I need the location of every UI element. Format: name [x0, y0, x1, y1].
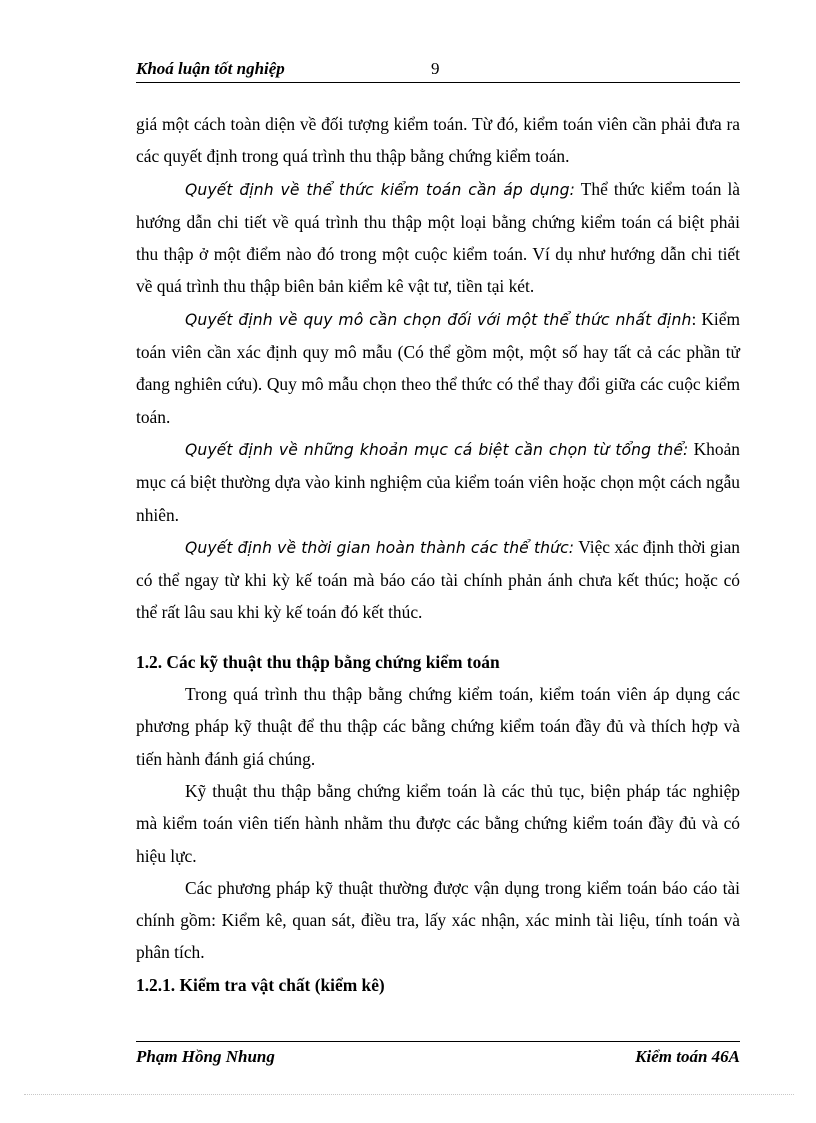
paragraph-techniques-list: Các phương pháp kỹ thuật thường được vận dụng trong kiểm toán báo cáo tài chính gồm: Kiểm kê, quan sát, điều tra, lấy xác nhận, xác minh tài liệu, tính toán và phân tích. [136, 877, 740, 963]
page-header [136, 58, 740, 83]
paragraph-text: Việc xác định thời gian có thể ngay từ khi kỳ kế toán mà báo cáo tài chính phản ánh chưa kết thúc; hoặc có thể rất lâu sau khi kỳ kế toán đó kết thúc. [136, 536, 740, 623]
footer-department: Kiểm toán 46A [635, 1047, 740, 1066]
paragraph-continuation: giá một cách toàn diện về đối tượng kiểm toán. Từ đó, kiểm toán viên cần phải đưa ra các quyết định trong quá trình thu thập bằng chứng kiểm toán. [136, 114, 740, 167]
page-edge-divider [24, 1094, 794, 1095]
paragraph-text: Khoản mục cá biệt thường dựa vào kinh nghiệm của kiểm toán viên hoặc chọn một cách ngẫu nhiên. [136, 438, 740, 525]
paragraph-label: Quyết định về thời gian hoàn thành các thể thức: [185, 538, 575, 557]
paragraph-techniques-intro: Trong quá trình thu thập bằng chứng kiểm toán, kiểm toán viên áp dụng các phương pháp kỹ thuật để thu thập các bằng chứng kiểm toán đầy đủ và thích hợp và tiến hành đánh giá chúng. [136, 684, 740, 769]
document-body [136, 108, 740, 1001]
paragraph-techniques-definition: Kỹ thuật thu thập bằng chứng kiểm toán là các thủ tục, biện pháp tác nghiệp mà kiểm toán viên tiến hành nhằm thu được các bằng chứng kiểm toán đầy đủ và có hiệu lực. [136, 780, 740, 866]
paragraph-label: Quyết định về quy mô cần chọn đối với một thể thức nhất định [185, 310, 692, 329]
page-footer [136, 1041, 740, 1072]
section-heading-1-2: 1.2. Các kỹ thuật thu thập bằng chứng kiểm toán [136, 651, 500, 672]
paragraph-label: Quyết định về những khoản mục cá biệt cần chọn từ tổng thể: [185, 440, 689, 459]
paragraph-text: Thể thức kiểm toán là hướng dẫn chi tiết về quá trình thu thập một loại bằng chứng kiểm toán cá biệt phải thu thập ở một điểm nào đó trong một cuộc kiểm toán. Ví dụ như hướng dẫn chi tiết về quá trình thu thập biên bản kiểm kê vật tư, tiền tại két. [136, 178, 740, 297]
header-title: Khoá luận tốt nghiệp [136, 59, 285, 78]
footer-author: Phạm Hồng Nhung [136, 1047, 275, 1066]
paragraph-label: Quyết định về thể thức kiểm toán cần áp dụng: [185, 180, 576, 199]
paragraph-text: : Kiểm toán viên cần xác định quy mô mẫu (Có thể gồm một, một số hay tất cả các phần tử đang nghiên cứu). Quy mô mẫu chọn theo thể thức có thể thay đổi giữa các cuộc kiểm toán. [136, 308, 740, 427]
section-heading-1-2-1: 1.2.1. Kiểm tra vật chất (kiểm kê) [136, 974, 385, 995]
paragraph-item-selection-decision [136, 433, 740, 531]
paragraph-timing-decision [136, 531, 740, 629]
page-number: 9 [431, 59, 440, 78]
paragraph-sample-size-decision [136, 303, 740, 433]
paragraph-procedure-decision [136, 173, 740, 303]
